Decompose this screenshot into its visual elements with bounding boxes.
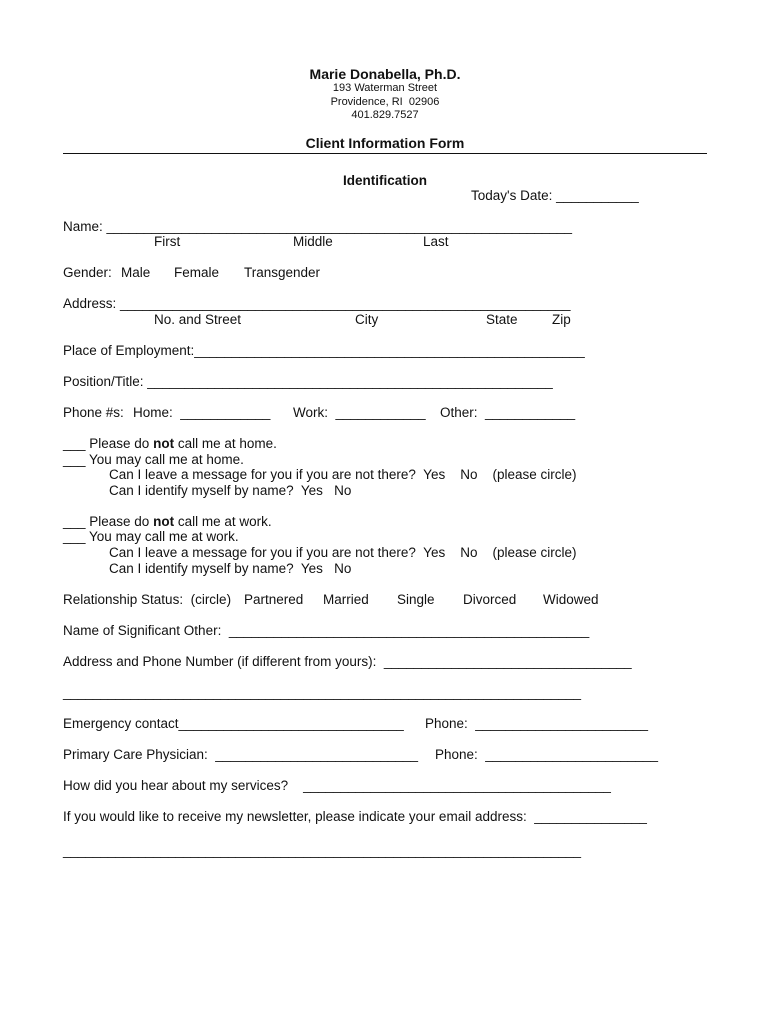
address-street: 193 Waterman Street [332, 82, 438, 94]
section-title: Identification [343, 173, 427, 188]
address-city: Providence, RI 02906 [330, 96, 440, 108]
work-do-not-call-option[interactable] [63, 514, 272, 530]
form-title: Client Information Form [305, 135, 465, 151]
work-may-call-option[interactable]: ___ You may call me at work. [63, 529, 239, 544]
home-phone-field[interactable]: Home: ____________ [133, 405, 271, 420]
relationship-option-married[interactable]: Married [323, 592, 369, 607]
relationship-option-partnered[interactable]: Partnered [244, 592, 304, 607]
significant-other-field[interactable]: Name of Significant Other: ________________________________________________ [63, 623, 590, 638]
address-street-caption: No. and Street [154, 312, 242, 327]
newsletter-email-field[interactable]: If you would like to receive my newsletter, please indicate your email address: _______________ [63, 809, 647, 824]
address-state-caption: State [486, 312, 518, 327]
gender-option-transgender[interactable]: Transgender [244, 265, 321, 280]
employment-field[interactable]: Place of Employment:____________________________________________________ [63, 343, 585, 358]
relationship-option-divorced[interactable]: Divorced [463, 592, 517, 607]
home-identify-question[interactable]: Can I identify myself by name? Yes No [109, 483, 352, 498]
physician-field[interactable]: Primary Care Physician: ___________________________ [63, 747, 419, 762]
relationship-option-single[interactable]: Single [397, 592, 435, 607]
other-phone-field[interactable]: Other: ____________ [440, 405, 576, 420]
name-middle-caption: Middle [293, 234, 333, 249]
emergency-phone-field[interactable]: Phone: _______________________ [425, 716, 648, 731]
home-do-not-call-emphasis: not [153, 436, 175, 451]
gender-label: Gender: [63, 265, 112, 280]
address-city-caption: City [355, 312, 379, 327]
other-address-phone-field[interactable]: Address and Phone Number (if different from yours): _________________________________ [63, 654, 632, 669]
work-leave-message-question[interactable]: Can I leave a message for you if you are not there? Yes No (please circle) [109, 545, 577, 560]
gender-option-female[interactable]: Female [174, 265, 220, 280]
home-leave-message-question[interactable]: Can I leave a message for you if you are not there? Yes No (please circle) [109, 467, 577, 482]
work-do-not-call-emphasis: not [153, 514, 175, 529]
work-do-not-call-prefix: ___ Please do [63, 514, 154, 529]
newsletter-continuation-line[interactable]: _____________________________________________________________________ [63, 843, 582, 858]
relationship-label: Relationship Status: (circle) [63, 592, 232, 607]
todays-date-field[interactable]: Today's Date: ___________ [471, 188, 639, 203]
address-zip-caption: Zip [552, 312, 571, 327]
work-do-not-call-suffix: call me at work. [174, 514, 272, 529]
practitioner-name: Marie Donabella, Ph.D. [309, 66, 461, 82]
emergency-contact-field[interactable]: Emergency contact______________________________ [63, 716, 404, 731]
phone-label: Phone #s: [63, 405, 124, 420]
referral-field[interactable]: How did you hear about my services? _________________________________________ [63, 778, 611, 793]
home-do-not-call-option[interactable] [63, 436, 277, 452]
position-field[interactable]: Position/Title: ______________________________________________________ [63, 374, 553, 389]
work-identify-question[interactable]: Can I identify myself by name? Yes No [109, 561, 352, 576]
name-last-caption: Last [423, 234, 449, 249]
relationship-option-widowed[interactable]: Widowed [543, 592, 599, 607]
physician-phone-field[interactable]: Phone: _______________________ [435, 747, 658, 762]
name-first-caption: First [154, 234, 181, 249]
title-divider [63, 153, 707, 154]
work-phone-field[interactable]: Work: ____________ [293, 405, 426, 420]
home-may-call-option[interactable]: ___ You may call me at home. [63, 452, 244, 467]
contact-phone: 401.829.7527 [351, 109, 419, 121]
gender-option-male[interactable]: Male [121, 265, 151, 280]
address-field[interactable]: Address: ____________________________________________________________ [63, 296, 571, 311]
home-do-not-call-suffix: call me at home. [174, 436, 277, 451]
other-address-continuation-line[interactable]: _____________________________________________________________________ [63, 685, 582, 700]
home-do-not-call-prefix: ___ Please do [63, 436, 154, 451]
name-field[interactable]: Name: ______________________________________________________________ [63, 219, 573, 234]
